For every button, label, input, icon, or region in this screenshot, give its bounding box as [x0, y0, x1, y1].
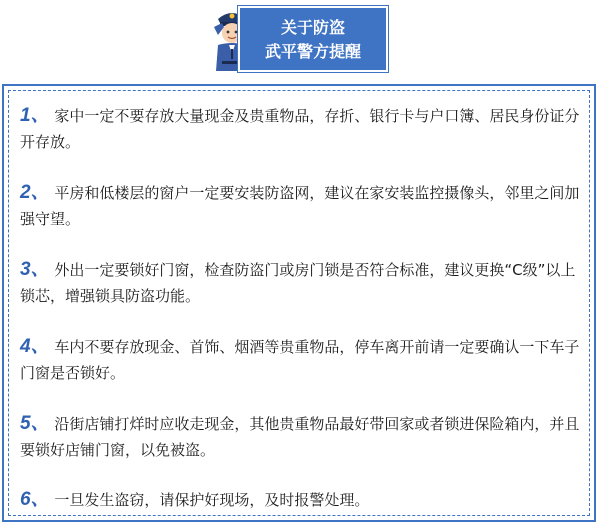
tip-item-4	[20, 334, 586, 386]
tip-number: 6、	[20, 489, 50, 510]
tips-card	[2, 84, 596, 522]
tip-text: 外出一定要锁好门窗，检查防盗门或房门锁是否符合标准，建议更换“C级”以上锁芯，增强锁具防盗功能。	[20, 261, 576, 305]
tip-item-1	[20, 103, 586, 155]
tip-number: 2、	[20, 182, 50, 203]
tip-text: 一旦发生盗窃，请保护好现场，及时报警处理。	[54, 491, 370, 509]
tip-text: 车内不要存放现金、首饰、烟酒等贵重物品，停车离开前请一定要确认一下车子门窗是否锁好。	[20, 338, 580, 382]
banner-title-line2: 武平警方提醒	[264, 42, 361, 61]
tip-number: 4、	[20, 336, 50, 357]
tip-text: 沿街店铺打烊时应收走现金，其他贵重物品最好带回家或者锁进保险箱内，并且要锁好店铺门窗，以免被盗。	[20, 415, 580, 459]
tip-text: 家中一定不要存放大量现金及贵重物品，存折、银行卡与户口簿、居民身份证分开存放。	[20, 107, 580, 151]
banner-title-line1: 关于防盗	[280, 18, 345, 37]
tip-text: 平房和低楼层的窗户一定要安装防盗网，建议在家安装监控摄像头，邻里之间加强守望。	[20, 184, 580, 228]
tip-number: 3、	[20, 259, 50, 280]
tip-item-2	[20, 180, 586, 232]
tip-number: 5、	[20, 413, 50, 434]
banner-title-box	[238, 6, 388, 72]
tip-item-6	[20, 487, 586, 513]
tip-item-5	[20, 411, 586, 463]
tip-item-3	[20, 257, 586, 309]
tip-number: 1、	[20, 105, 50, 126]
header-banner	[210, 5, 390, 75]
